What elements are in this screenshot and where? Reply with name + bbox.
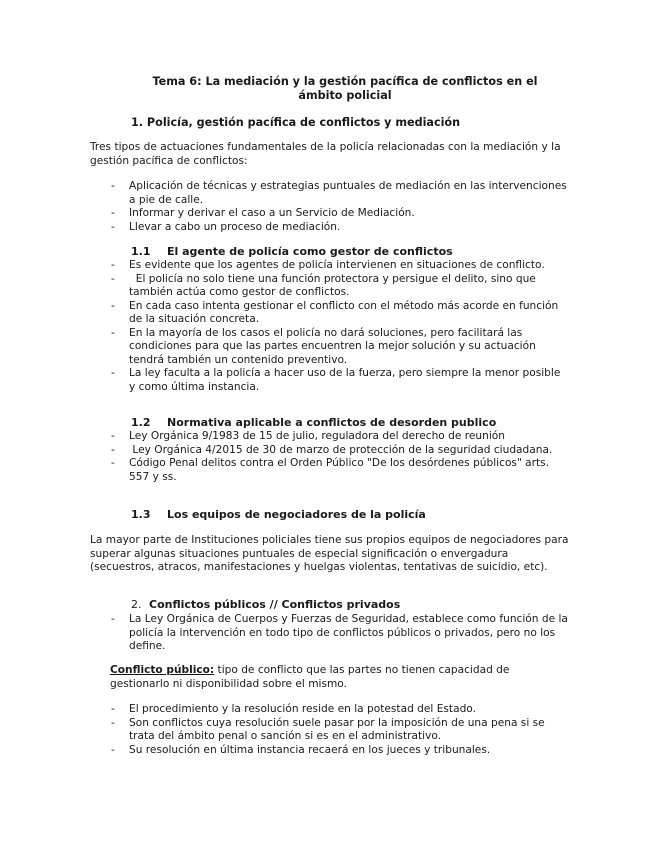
section-1-3-paragraph: La mayor parte de Instituciones policiales tiene sus propios equipos de negociadores para superar algunas situaciones puntuales de especial significación o envergadura (secuestros, atracos, manifestaciones y huelgas violentas, tentativas de suicidio, etc).	[90, 534, 569, 573]
dash-bullet: -	[111, 443, 115, 456]
list-item: - Código Penal delitos contra el Orden Público "De los desórdenes públicos" arts. 557 y ss.	[111, 457, 550, 483]
dash-bullet: -	[111, 220, 115, 233]
list-item: - La ley faculta a la policía a hacer uso de la fuerza, pero siempre la menor posible y como última instancia.	[111, 367, 561, 393]
dash-bullet: -	[111, 259, 115, 271]
definition-text: tipo de conflicto que las partes no tienen capacidad de gestionarlo ni disponibilidad sobre el mismo.	[110, 664, 510, 690]
list-item: - Ley Orgánica 4/2015 de 30 de marzo de protección de la seguridad ciudadana.	[111, 443, 553, 456]
dash-bullet: -	[111, 716, 115, 729]
section-2-list	[90, 613, 568, 654]
definition-colon: :	[209, 664, 215, 676]
section-1-3-heading	[131, 508, 426, 522]
dash-bullet: -	[111, 457, 115, 469]
section-1-heading: 1. Policía, gestión pacífica de conflictos y mediación	[131, 116, 461, 129]
list-item: - En cada caso intenta gestionar el conflicto con el método más acorde en función de la situación concreta.	[111, 299, 559, 325]
list-item: - El policía no solo tiene una función protectora y persigue el delito, sino que también actúa como gestor de conflictos.	[111, 272, 540, 298]
list-item: - Es evidente que los agentes de policía intervienen en situaciones de conflicto.	[111, 259, 545, 271]
section-1-1-list	[90, 259, 568, 394]
dash-bullet: -	[111, 299, 115, 312]
section-number: 1.1	[131, 245, 151, 258]
section-title: Conflictos públicos // Conflictos privados	[149, 598, 401, 611]
document-title: Tema 6: La mediación y la gestión pacífica de conflictos en el ámbito policial	[152, 75, 538, 102]
dash-bullet: -	[111, 207, 115, 219]
list-item: - En la mayoría de los casos el policía no dará soluciones, pero facilitará las condiciones para que las partes encuentren la mejor solución y su actuación tendrá también un contenido preventivo.	[111, 326, 536, 366]
dash-bullet: -	[111, 326, 115, 339]
list-item: - Ley Orgánica 9/1983 de 15 de julio, reguladora del derecho de reunión	[111, 430, 505, 442]
section-title: Los equipos de negociadores de la policía	[167, 508, 426, 521]
section-2-heading	[131, 598, 400, 612]
dash-bullet: -	[111, 703, 115, 715]
section-1-1-heading	[131, 245, 453, 259]
section-1-list	[90, 180, 568, 234]
section-title: El agente de policía como gestor de conflictos	[167, 245, 453, 258]
section-1-2-list	[90, 430, 568, 484]
dash-bullet: -	[111, 743, 115, 756]
list-item: - Su resolución en última instancia recaerá en los jueces y tribunales.	[111, 743, 491, 756]
dash-bullet: -	[111, 613, 115, 625]
section-number: 1.3	[131, 508, 151, 521]
definition-term: Conflicto público	[110, 664, 210, 676]
section-1-2-heading	[131, 416, 496, 430]
dash-bullet: -	[111, 367, 115, 379]
list-item: - Informar y derivar el caso a un Servicio de Mediación.	[111, 207, 415, 219]
definition-paragraph	[110, 664, 570, 691]
list-item: - El procedimiento y la resolución reside en la potestad del Estado.	[111, 703, 476, 715]
dash-bullet: -	[111, 272, 115, 285]
list-item: - Aplicación de técnicas y estrategias puntuales de mediación en las intervenciones a pie de calle.	[111, 180, 567, 206]
section-2-list-2	[90, 703, 568, 757]
list-item: - Son conflictos cuya resolución suele pasar por la imposición de una pena si se trata del ámbito penal o sanción si es en el administrativo.	[111, 716, 545, 742]
section-1-intro: Tres tipos de actuaciones fundamentales de la policía relacionadas con la mediación y la gestión pacífica de conflictos:	[90, 141, 561, 167]
section-number: 2.	[131, 598, 142, 611]
list-item: - Llevar a cabo un proceso de mediación.	[111, 220, 341, 233]
section-title: Normativa aplicable a conflictos de desorden publico	[167, 416, 497, 429]
dash-bullet: -	[111, 180, 115, 192]
list-item: - La Ley Orgánica de Cuerpos y Fuerzas de Seguridad, establece como función de la policía la intervención en todo tipo de conflictos públicos o privados, pero no los define.	[111, 613, 568, 652]
section-number: 1.2	[131, 416, 151, 429]
dash-bullet: -	[111, 430, 115, 442]
